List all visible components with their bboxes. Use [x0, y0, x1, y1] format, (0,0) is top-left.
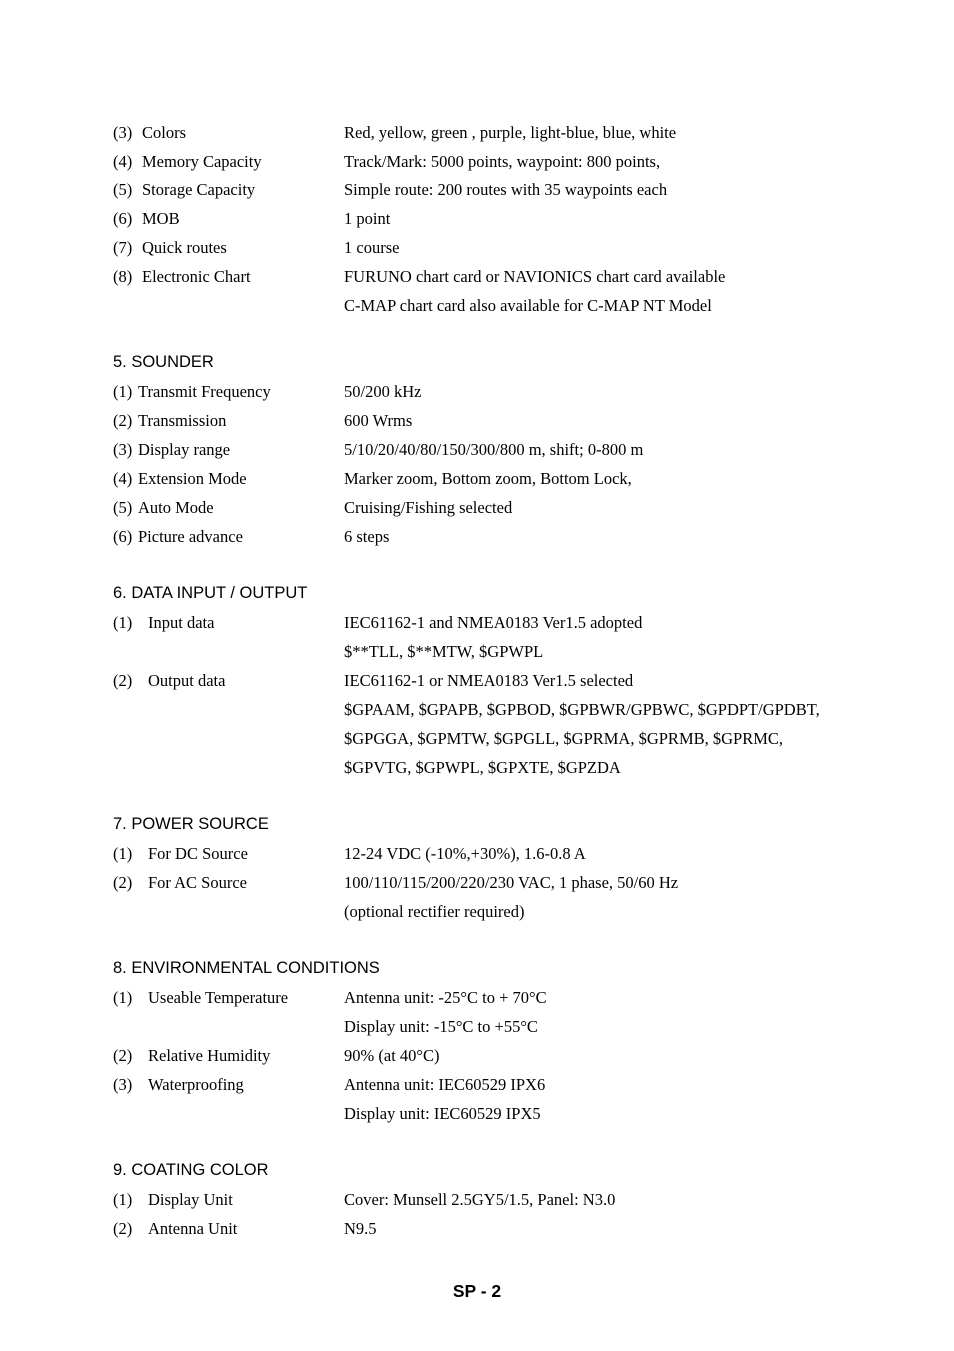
item-value: Cover: Munsell 2.5GY5/1.5, Panel: N3.0 [344, 1190, 616, 1209]
item-label: Storage Capacity [142, 180, 256, 199]
item-value: $GPVTG, $GPWPL, $GPXTE, $GPZDA [344, 758, 621, 777]
item-value: Marker zoom, Bottom zoom, Bottom Lock, [344, 469, 632, 488]
item-number: (8) [113, 267, 133, 286]
item-value: $**TLL, $**MTW, $GPWPL [344, 642, 544, 661]
item-label: Output data [148, 671, 226, 690]
item-label: Waterproofing [148, 1075, 244, 1094]
item-number: (2) [113, 1219, 133, 1238]
item-number: (7) [113, 238, 133, 257]
item-number: (6) [113, 209, 133, 228]
item-value: 90% (at 40°C) [344, 1046, 440, 1065]
item-label: MOB [142, 209, 180, 228]
item-value: 1 course [344, 238, 400, 257]
item-value: 12-24 VDC (-10%,+30%), 1.6-0.8 A [344, 844, 586, 863]
item-number: (1) [113, 613, 133, 632]
item-number: (1) [113, 988, 133, 1007]
item-label: Useable Temperature [148, 988, 289, 1007]
item-label: Memory Capacity [142, 152, 262, 171]
item-label: Extension Mode [138, 469, 247, 488]
item-label: Relative Humidity [148, 1046, 271, 1065]
item-number: (2) [113, 1046, 133, 1065]
section-heading: 8. ENVIRONMENTAL CONDITIONS [113, 959, 380, 977]
item-value: Track/Mark: 5000 points, waypoint: 800 points, [344, 152, 661, 171]
item-value: Simple route: 200 routes with 35 waypoints each [344, 180, 668, 199]
item-label: For DC Source [148, 844, 248, 863]
item-label: Colors [142, 123, 187, 142]
item-value: Red, yellow, green , purple, light-blue, blue, white [344, 123, 677, 142]
item-value: IEC61162-1 and NMEA0183 Ver1.5 adopted [344, 613, 643, 632]
item-number: (4) [113, 469, 133, 488]
item-label: Display range [138, 440, 231, 459]
item-number: (5) [113, 498, 133, 517]
item-number: (3) [113, 440, 133, 459]
item-number: (1) [113, 1190, 133, 1209]
item-label: Electronic Chart [142, 267, 251, 286]
item-value: (optional rectifier required) [344, 902, 525, 921]
item-label: Input data [148, 613, 215, 632]
section-heading: 6. DATA INPUT / OUTPUT [113, 584, 308, 602]
item-value: 1 point [344, 209, 391, 228]
item-label: Antenna Unit [148, 1219, 238, 1238]
item-number: (3) [113, 1075, 133, 1094]
item-value: Display unit: -15°C to +55°C [344, 1017, 538, 1036]
page-number: SP - 2 [452, 1281, 502, 1301]
item-label: Quick routes [142, 238, 227, 257]
section-heading: 7. POWER SOURCE [113, 815, 269, 833]
item-value: IEC61162-1 or NMEA0183 Ver1.5 selected [344, 671, 634, 690]
item-value: Antenna unit: IEC60529 IPX6 [344, 1075, 546, 1094]
item-value: $GPAAM, $GPAPB, $GPBOD, $GPBWR/GPBWC, $GPDPT/GPDBT, [344, 700, 820, 719]
item-value: 100/110/115/200/220/230 VAC, 1 phase, 50/60 Hz [344, 873, 679, 892]
item-value: Antenna unit: -25°C to + 70°C [344, 988, 547, 1007]
item-value: 50/200 kHz [344, 382, 422, 401]
item-number: (1) [113, 382, 133, 401]
item-label: Transmit Frequency [138, 382, 271, 401]
item-value: 6 steps [344, 527, 390, 546]
item-label: For AC Source [148, 873, 247, 892]
item-number: (1) [113, 844, 133, 863]
item-value: FURUNO chart card or NAVIONICS chart card available [344, 267, 726, 286]
item-number: (3) [113, 123, 133, 142]
item-label: Auto Mode [138, 498, 214, 517]
item-number: (2) [113, 873, 133, 892]
item-value: 600 Wrms [344, 411, 413, 430]
item-number: (6) [113, 527, 133, 546]
section-heading: 5. SOUNDER [113, 353, 214, 371]
item-label: Transmission [138, 411, 227, 430]
item-value: 5/10/20/40/80/150/300/800 m, shift; 0-800 m [344, 440, 644, 459]
item-value: Cruising/Fishing selected [344, 498, 513, 517]
item-number: (2) [113, 671, 133, 690]
item-label: Display Unit [148, 1190, 233, 1209]
item-number: (5) [113, 180, 133, 199]
item-value: $GPGGA, $GPMTW, $GPGLL, $GPRMA, $GPRMB, $GPRMC, [344, 729, 784, 748]
item-number: (4) [113, 152, 133, 171]
item-label: Picture advance [138, 527, 243, 546]
item-value: Display unit: IEC60529 IPX5 [344, 1104, 541, 1123]
item-value: N9.5 [344, 1219, 377, 1238]
item-number: (2) [113, 411, 133, 430]
item-value: C-MAP chart card also available for C-MAP NT Model [344, 296, 712, 315]
section-heading: 9. COATING COLOR [113, 1161, 269, 1179]
